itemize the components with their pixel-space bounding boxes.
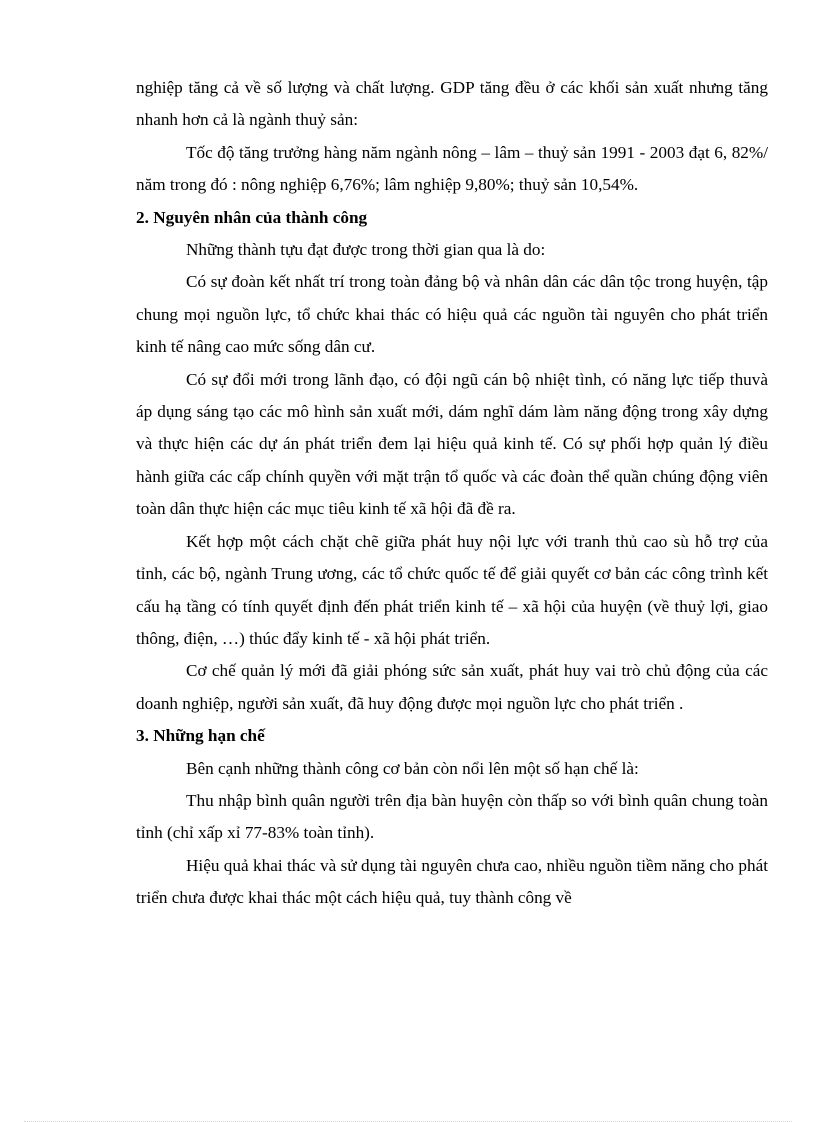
paragraph-continuation: nghiệp tăng cả về số lượng và chất lượng. GDP tăng đều ở các khối sản xuất nhưng tăng nhanh hơn cả là ngành thuỷ sản: (136, 78, 768, 130)
paragraph-limitations-intro: Bên cạnh những thành công cơ bản còn nổi lên một số hạn chế là: (186, 758, 639, 778)
document-body (136, 72, 768, 915)
paragraph-growth-rate: Tốc độ tăng trưởng hàng năm ngành nông – lâm – thuỷ sản 1991 - 2003 đạt 6, 82%/ năm trong đó : nông nghiệp 6,76%; lâm nghiệp 9,80%; thuỷ sản 10,54%. (136, 142, 768, 195)
paragraph-unity: Có sự đoàn kết nhất trí trong toàn đảng bộ và nhân dân các dân tộc trong huyện, tập chung mọi nguồn lực, tổ chức khai thác có hiệu quả các nguồn tài nguyên cho phát triển kinh tế nâng cao mức sống dân cư. (136, 272, 768, 357)
paragraph-achievements-intro: Những thành tựu đạt được trong thời gian qua là do: (186, 240, 546, 260)
paragraph-resource-efficiency: Hiệu quả khai thác và sử dụng tài nguyên chưa cao, nhiều nguồn tiềm năng cho phát triển chưa được khai thác một cách hiệu quả, tuy thành công về (136, 855, 768, 908)
paragraph-income: Thu nhập bình quân người trên địa bàn huyện còn thấp so với bình quân chung toàn tỉnh (chỉ xấp xỉ 77-83% toàn tỉnh). (136, 790, 768, 843)
section-heading-causes: 2. Nguyên nhân của thành công (136, 207, 368, 227)
paragraph-internal-resources: Kết hợp một cách chặt chẽ giữa phát huy nội lực với tranh thủ cao sù hỗ trợ của tỉnh, các bộ, ngành Trung ương, các tổ chức quốc tế để giải quyết cơ bản các công trình kết cấu hạ tầng có tính quyết định đến phát triển kinh tế – xã hội của huyện (về thuỷ lợi, giao thông, điện, …) thúc đẩy kinh tế - xã hội phát triển. (136, 531, 768, 648)
paragraph-management-mechanism: Cơ chế quản lý mới đã giải phóng sức sản xuất, phát huy vai trò chủ động của các doanh nghiệp, người sản xuất, đã huy động được mọi nguồn lực cho phát triển . (136, 661, 768, 713)
paragraph-leadership: Có sự đổi mới trong lãnh đạo, có đội ngũ cán bộ nhiệt tình, có năng lực tiếp thuvà áp dụng sáng tạo các mô hình sản xuất mới, dám nghĩ dám làm năng động trong xây dựng và thực hiện các dự án phát triển đem lại hiệu quả kinh tế. Có sự phối hợp quản lý điều hành giữa các cấp chính quyền với mặt trận tổ quốc và các đoàn thể quần chúng động viên toàn dân thực hiện các mục tiêu kinh tế xã hội đã đề ra. (136, 369, 768, 519)
section-heading-limitations: 3. Những hạn chế (136, 726, 265, 746)
page-bottom-divider (24, 1121, 792, 1122)
